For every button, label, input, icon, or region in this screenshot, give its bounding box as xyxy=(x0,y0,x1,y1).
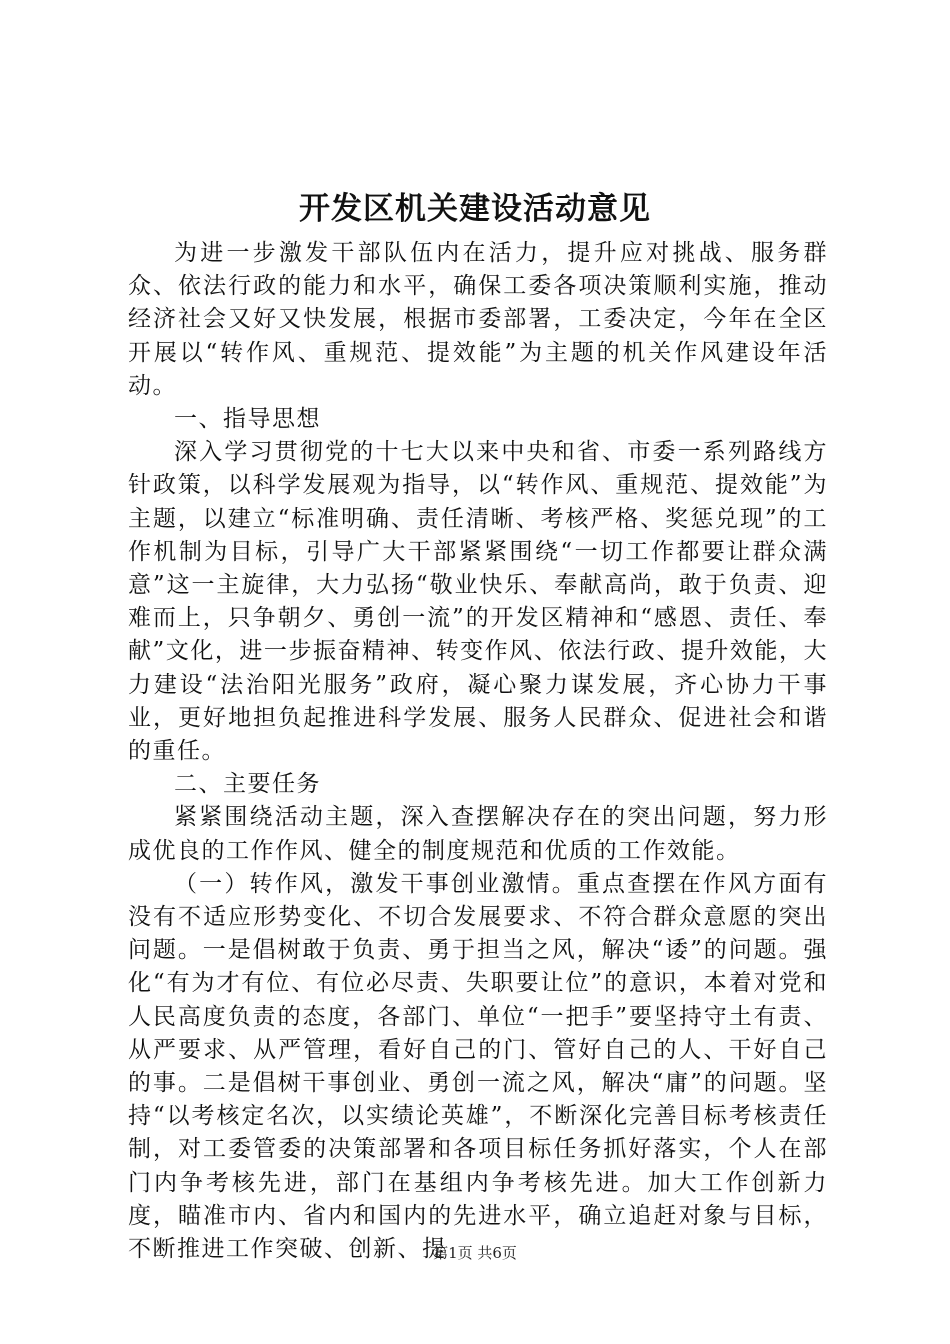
section-heading-main-tasks: 二、主要任务 xyxy=(174,771,321,798)
main-tasks-paragraph: 紧紧围绕活动主题，深入查摆解决存在的突出问题，努力形成优良的工作作风、健全的制度规范和优质的工作效能。 xyxy=(128,804,828,864)
intro-paragraph: 为进一步激发干部队伍内在活力，提升应对挑战、服务群众、依法行政的能力和水平，确保工委各项决策顺利实施，推动经济社会又好又快发展，根据市委部署，工委决定，今年在全区开展以“转作风、重规范、提效能”为主题的机关作风建设年活动。 xyxy=(128,240,828,399)
document-body xyxy=(128,237,828,1266)
page-number-footer: 第1页 共6页 xyxy=(433,1244,517,1262)
guiding-ideology-paragraph: 深入学习贯彻党的十七大以来中央和省、市委一系列路线方针政策，以科学发展观为指导，以“转作风、重规范、提效能”为主题，以建立“标准明确、责任清晰、考核严格、奖惩兑现”的工作机制为目标，引导广大干部紧紧围绕“一切工作都要让群众满意”这一主旋律，大力弘扬“敬业快乐、奉献高尚，敢于负责、迎难而上，只争朝夕、勇创一流”的开发区精神和“感恩、责任、奉献”文化，进一步振奋精神、转变作风、依法行政、提升效能，大力建设“法治阳光服务”政府，凝心聚力谋发展，齐心协力干事业，更好地担负起推进科学发展、服务人民群众、促进社会和谐的重任。 xyxy=(128,439,828,765)
document-title: 开发区机关建设活动意见 xyxy=(299,191,651,227)
section-heading-guiding-ideology: 一、指导思想 xyxy=(174,406,321,433)
task-one-paragraph: （一）转作风，激发干事创业激情。重点查摆在作风方面有没有不适应形势变化、不切合发展要求、不符合群众意愿的突出问题。一是倡树敢于负责、勇于担当之风，解决“诿”的问题。强化“有为才有位、有位必尽责、失职要让位”的意识，本着对党和人民高度负责的态度，各部门、单位“一把手”要坚持守土有责、从严要求、从严管理，看好自己的门、管好自己的人、干好自己的事。二是倡树干事创业、勇创一流之风，解决“庸”的问题。坚持“以考核定名次，以实绩论英雄”，不断深化完善目标考核责任制，对工委管委的决策部署和各项目标任务抓好落实，个人在部门内争考核先进，部门在基组内争考核先进。加大工作创新力度，瞄准市内、省内和国内的先进水平，确立追赶对象与目标，不断推进工作突破、创新、提 xyxy=(128,870,828,1263)
